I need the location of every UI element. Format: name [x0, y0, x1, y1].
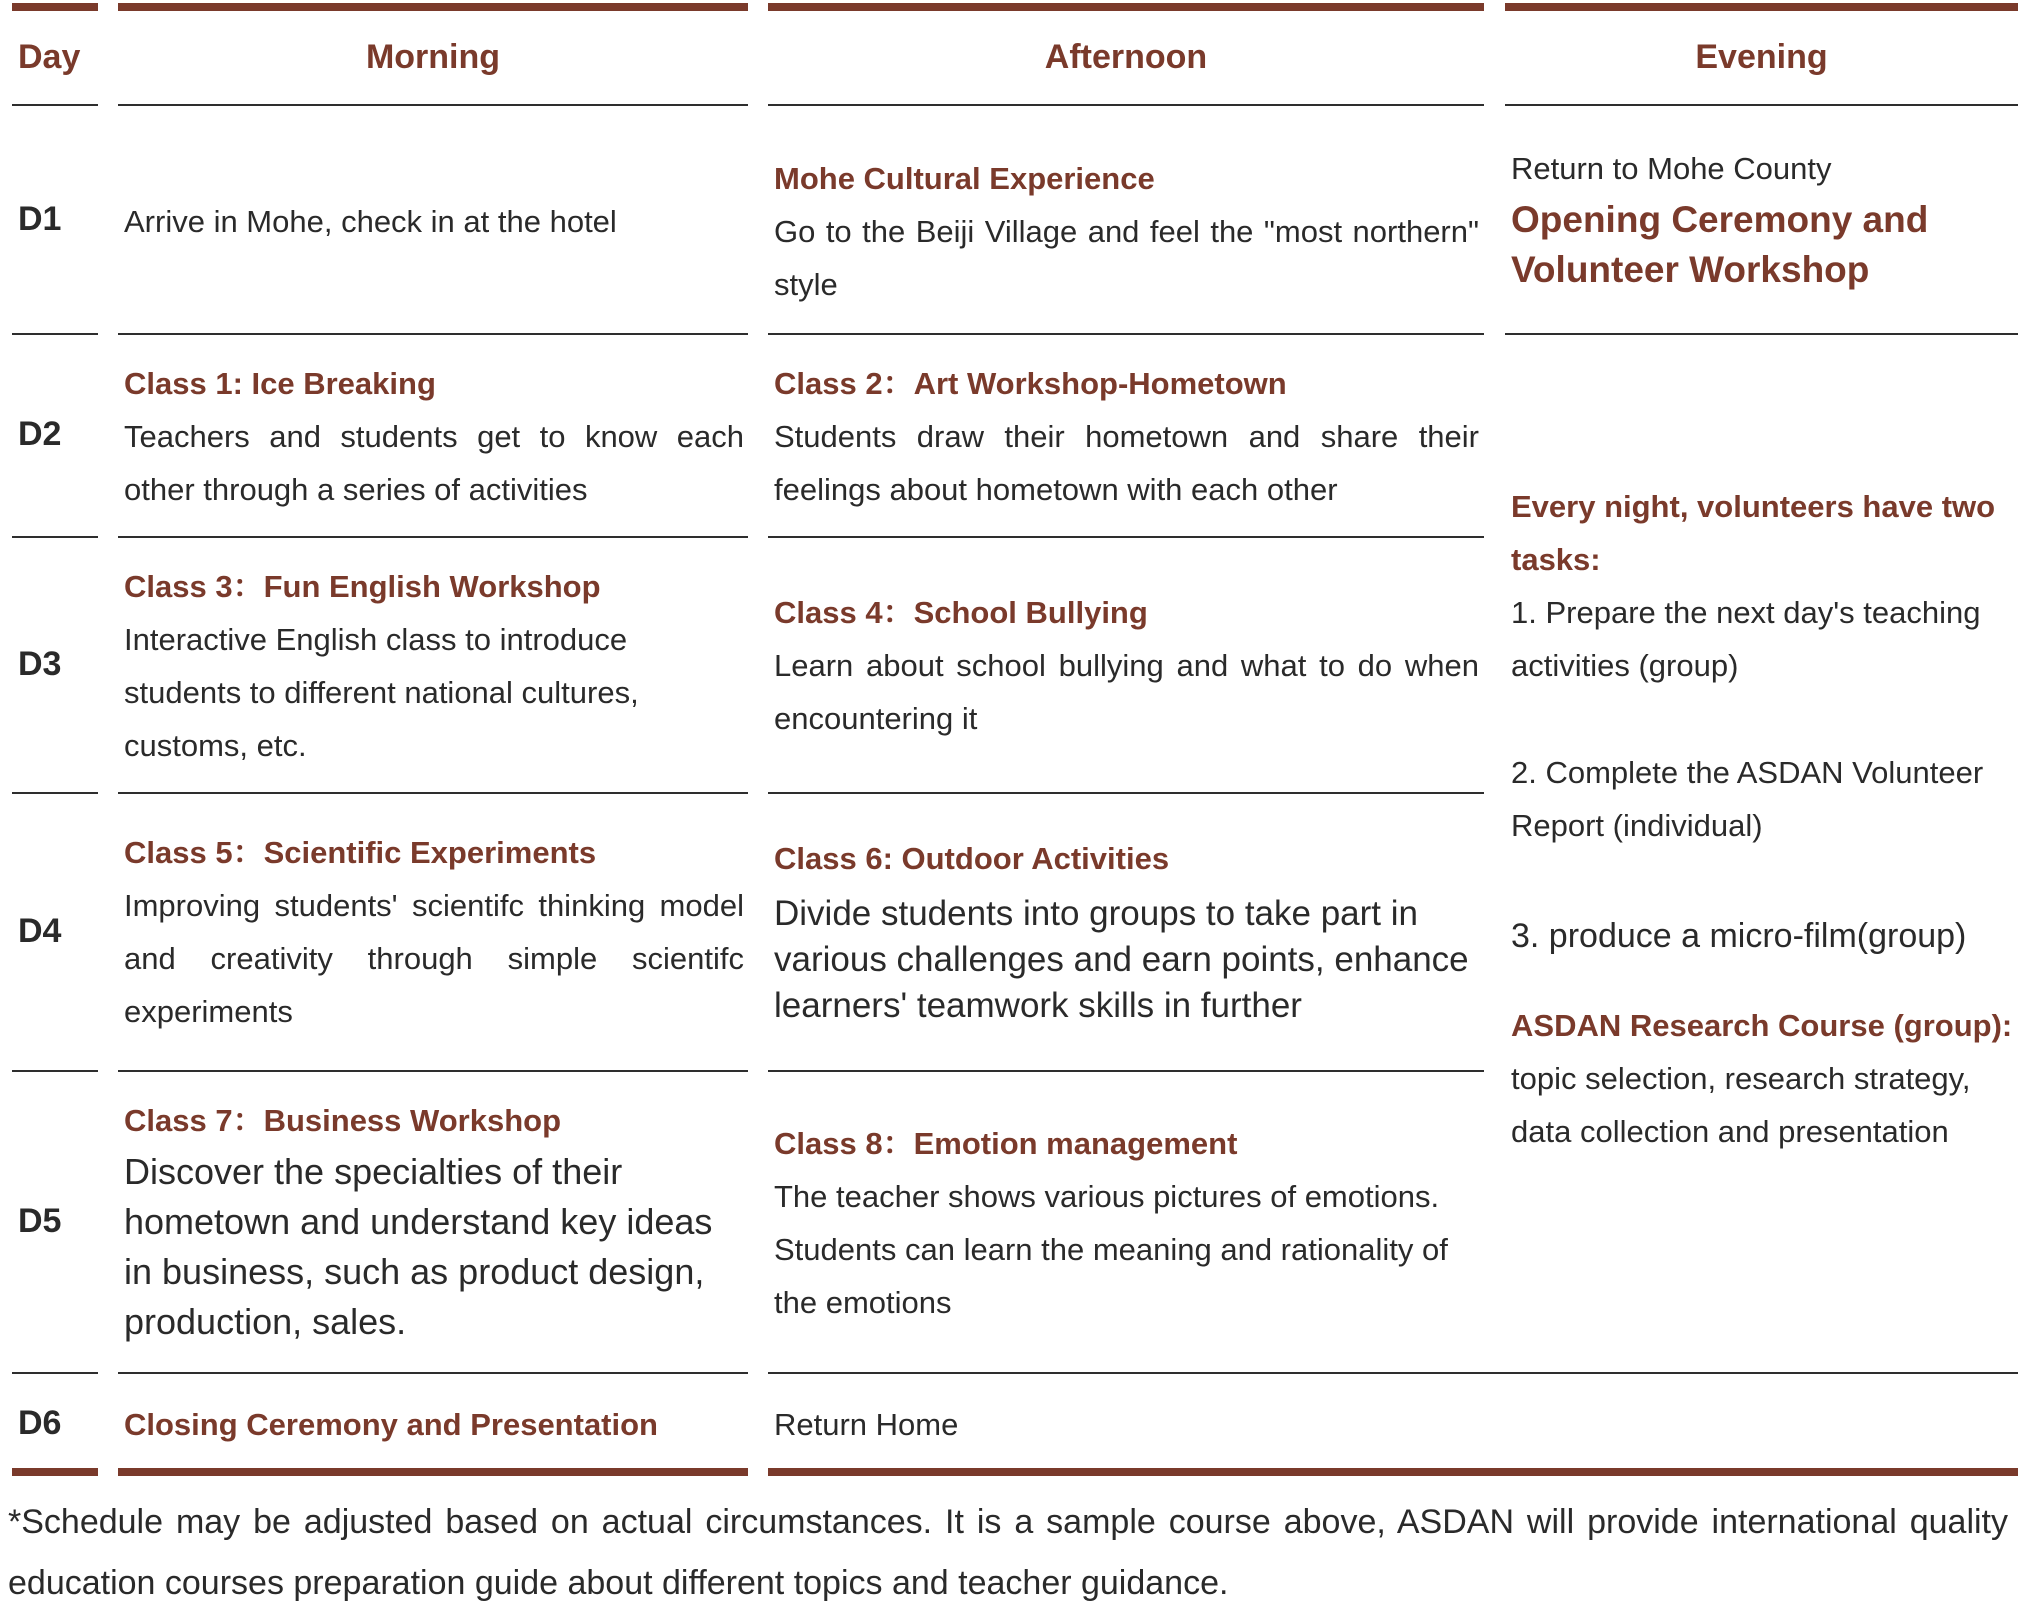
d3-morning-cell [124, 560, 744, 772]
d5-morning-cell [124, 1094, 744, 1347]
d2-afternoon-title: Class 2：Art Workshop-Hometown [774, 366, 1287, 401]
d4-morning-cell [124, 826, 744, 1038]
rule [118, 1070, 748, 1072]
d1-evening-title: Opening Ceremony and Volunteer Workshop [1511, 199, 1929, 290]
header-afternoon: Afternoon [1044, 38, 1208, 76]
d4-morning-title: Class 5：Scientific Experiments [124, 835, 597, 870]
rule [12, 1070, 98, 1072]
evening-tasks-title: Every night, volunteers have two tasks: [1511, 489, 1996, 577]
evening-tasks-cell [1511, 480, 2016, 1158]
research-course-text: topic selection, research strategy, data collection and presentation [1511, 1061, 1971, 1149]
rule [768, 536, 1484, 538]
rule [768, 104, 1484, 106]
d4-morning-text: Improving students' scientifc thinking model and creativity through simple scientifc experiments [124, 888, 744, 1029]
top-rule-morning [118, 3, 748, 11]
d6-morning-cell [124, 1398, 744, 1451]
d4-afternoon-text: Divide students into groups to take part in various challenges and earn points, enhance learners' teamwork skills in further [774, 894, 1469, 1025]
header-evening: Evening [1695, 38, 1828, 76]
day-label-d6: D6 [18, 1404, 62, 1442]
d2-morning-cell [124, 357, 744, 516]
d1-evening-cell [1511, 142, 2011, 295]
day-label-d3: D3 [18, 645, 62, 683]
d5-afternoon-title: Class 8：Emotion management [774, 1126, 1238, 1161]
header-morning: Morning [365, 38, 501, 76]
rule [118, 536, 748, 538]
header-day: Day [18, 38, 81, 76]
top-rule-afternoon [768, 3, 1484, 11]
rule [768, 1372, 2018, 1374]
d4-afternoon-title: Class 6: Outdoor Activities [774, 841, 1170, 876]
rule [118, 333, 748, 335]
evening-task-1: 1. Prepare the next day's teaching activities (group) [1511, 595, 1981, 683]
rule [12, 792, 98, 794]
rule [118, 1372, 748, 1374]
d3-morning-title: Class 3：Fun English Workshop [124, 569, 601, 604]
top-rule-day [12, 3, 98, 11]
d1-afternoon-title: Mohe Cultural Experience [774, 161, 1155, 196]
d5-morning-text: Discover the specialties of their hometown and understand key ideas in business, such as product design, production, sales. [124, 1151, 713, 1342]
rule [768, 333, 1484, 335]
top-rule-evening [1505, 3, 2018, 11]
rule [118, 792, 748, 794]
day-label-d2: D2 [18, 415, 62, 453]
d3-afternoon-text: Learn about school bullying and what to do when encountering it [774, 648, 1479, 736]
d5-afternoon-cell [774, 1117, 1479, 1329]
d2-afternoon-text: Students draw their hometown and share their feelings about hometown with each other [774, 419, 1479, 507]
rule [12, 333, 98, 335]
d2-morning-text: Teachers and students get to know each other through a series of activities [124, 419, 744, 507]
rule [1505, 104, 2018, 106]
d3-afternoon-title: Class 4：School Bullying [774, 595, 1148, 630]
d5-morning-title: Class 7：Business Workshop [124, 1103, 562, 1138]
d5-afternoon-text: The teacher shows various pictures of emotions. Students can learn the meaning and rationality of the emotions [774, 1179, 1448, 1320]
day-label-d1: D1 [18, 200, 62, 238]
rule [12, 104, 98, 106]
bottom-rule-day [12, 1468, 98, 1476]
rule [1505, 333, 2018, 335]
day-label-d5: D5 [18, 1202, 62, 1240]
d3-morning-text: Interactive English class to introduce students to different national cultures, customs, etc. [124, 622, 639, 763]
rule [768, 792, 1484, 794]
research-course-title: ASDAN Research Course (group): [1511, 1008, 2013, 1043]
footnote: *Schedule may be adjusted based on actual circumstances. It is a sample course above, ASDAN will provide international quality education courses preparation guide about different topics and teacher guidance. [8, 1503, 2008, 1602]
d1-evening-pre: Return to Mohe County [1511, 151, 1832, 186]
d4-afternoon-cell [774, 832, 1479, 1029]
d1-afternoon-cell [774, 152, 1479, 311]
d2-morning-title: Class 1: Ice Breaking [124, 366, 436, 401]
evening-task-3: 3. produce a micro-film(group) [1511, 917, 1967, 955]
d6-afternoon-text: Return Home [774, 1407, 959, 1442]
d1-morning-text: Arrive in Mohe, check in at the hotel [124, 204, 617, 239]
day-label-d4: D4 [18, 912, 62, 950]
d1-afternoon-text: Go to the Beiji Village and feel the "most northern" style [774, 214, 1479, 302]
bottom-rule-afternoon-evening [768, 1468, 2018, 1476]
rule [12, 1372, 98, 1374]
rule [118, 104, 748, 106]
d2-afternoon-cell [774, 357, 1479, 516]
rule [12, 536, 98, 538]
d3-afternoon-cell [774, 586, 1479, 745]
rule [768, 1070, 1484, 1072]
d6-morning-title: Closing Ceremony and Presentation [124, 1407, 658, 1442]
evening-task-2: 2. Complete the ASDAN Volunteer Report (individual) [1511, 755, 1984, 843]
bottom-rule-morning [118, 1468, 748, 1476]
